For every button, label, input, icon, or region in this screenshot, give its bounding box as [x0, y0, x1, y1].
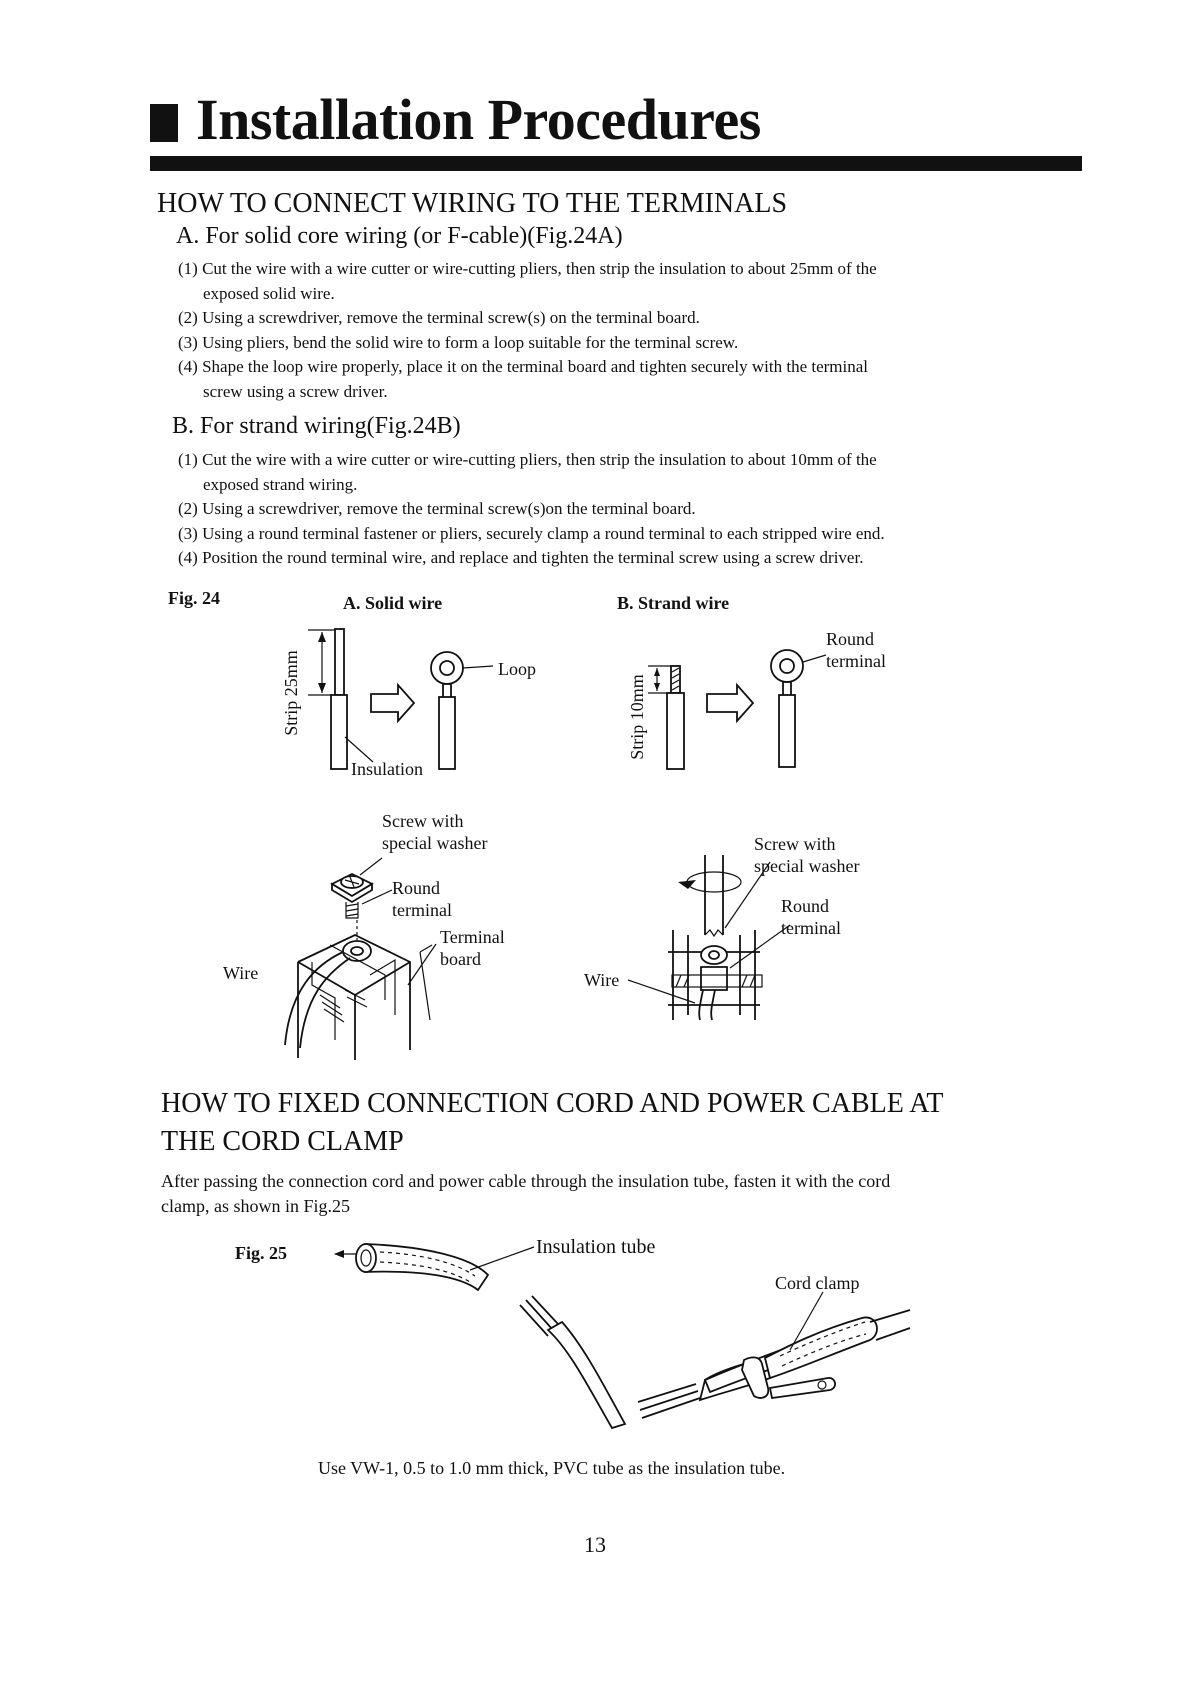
insulation-label: Insulation	[351, 759, 423, 779]
b-step-1: (1) Cut the wire with a wire cutter or wire-cutting pliers, then strip the insulation to about 10mm of the	[178, 450, 877, 469]
insulation-tube-icon	[334, 1244, 534, 1290]
section1-b-heading: B. For strand wiring(Fig.24B)	[172, 413, 461, 439]
screw-label-b: Screw with special washer	[754, 834, 860, 876]
a-step-4: (4) Shape the loop wire properly, place it on the terminal board and tighten securely with the terminal	[178, 357, 869, 376]
a-step-3: (3) Using pliers, bend the solid wire to form a loop suitable for the terminal screw.	[178, 333, 739, 352]
section2-heading-line1: HOW TO FIXED CONNECTION CORD AND POWER CABLE AT	[161, 1088, 944, 1119]
page-number: 13	[584, 1532, 606, 1557]
a-step-1-cont: exposed solid wire.	[203, 284, 335, 303]
wire-label-b: Wire	[584, 970, 620, 990]
b-step-2: (2) Using a screwdriver, remove the terminal screw(s)on the terminal board.	[178, 499, 696, 518]
round-terminal-label-b-top: Round terminal	[826, 629, 886, 671]
round-terminal-label-b: Round terminal	[781, 896, 841, 938]
section1-a-heading: A. For solid core wiring (or F-cable)(Fig.24A)	[176, 223, 623, 249]
a-step-4-cont: screw using a screw driver.	[203, 382, 388, 401]
b-step-4: (4) Position the round terminal wire, and replace and tighten the terminal screw using a screw driver.	[178, 548, 864, 567]
insulation-tube-label: Insulation tube	[536, 1236, 656, 1258]
wire-label-a: Wire	[223, 963, 259, 983]
section2-body-line1: After passing the connection cord and power cable through the insulation tube, fasten it with the cord	[161, 1171, 891, 1191]
fig24-b-title: B. Strand wire	[617, 593, 730, 613]
section2-heading-line2: THE CORD CLAMP	[161, 1126, 404, 1157]
screw-label-a: Screw with special washer	[382, 811, 488, 853]
a-step-2: (2) Using a screwdriver, remove the terminal screw(s) on the terminal board.	[178, 308, 700, 327]
loop-label: Loop	[498, 659, 536, 679]
round-terminal-label-a: Round terminal	[392, 878, 452, 920]
b-step-1-cont: exposed strand wiring.	[203, 475, 358, 494]
cable-icon	[520, 1296, 625, 1428]
b-step-3: (3) Using a round terminal fastener or pliers, securely clamp a round terminal to each stripped wire end.	[178, 524, 885, 543]
fig25-caption: Use VW-1, 0.5 to 1.0 mm thick, PVC tube as the insulation tube.	[318, 1458, 786, 1478]
cord-clamp-icon	[638, 1292, 910, 1418]
strip-10mm-label: Strip 10mm	[626, 674, 647, 760]
section2-body-line2: clamp, as shown in Fig.25	[161, 1196, 350, 1216]
terminal-board-label: Terminal board	[440, 927, 505, 969]
fig25-label: Fig. 25	[235, 1243, 287, 1263]
page-title: Installation Procedures	[196, 87, 761, 152]
fig24-label: Fig. 24	[168, 588, 220, 608]
cord-clamp-label: Cord clamp	[775, 1273, 860, 1293]
fig24-a-title: A. Solid wire	[343, 593, 443, 613]
a-step-1: (1) Cut the wire with a wire cutter or wire-cutting pliers, then strip the insulation to about 25mm of the	[178, 259, 877, 278]
section1-heading: HOW TO CONNECT WIRING TO THE TERMINALS	[157, 188, 788, 219]
strip-25mm-label: Strip 25mm	[280, 650, 301, 736]
